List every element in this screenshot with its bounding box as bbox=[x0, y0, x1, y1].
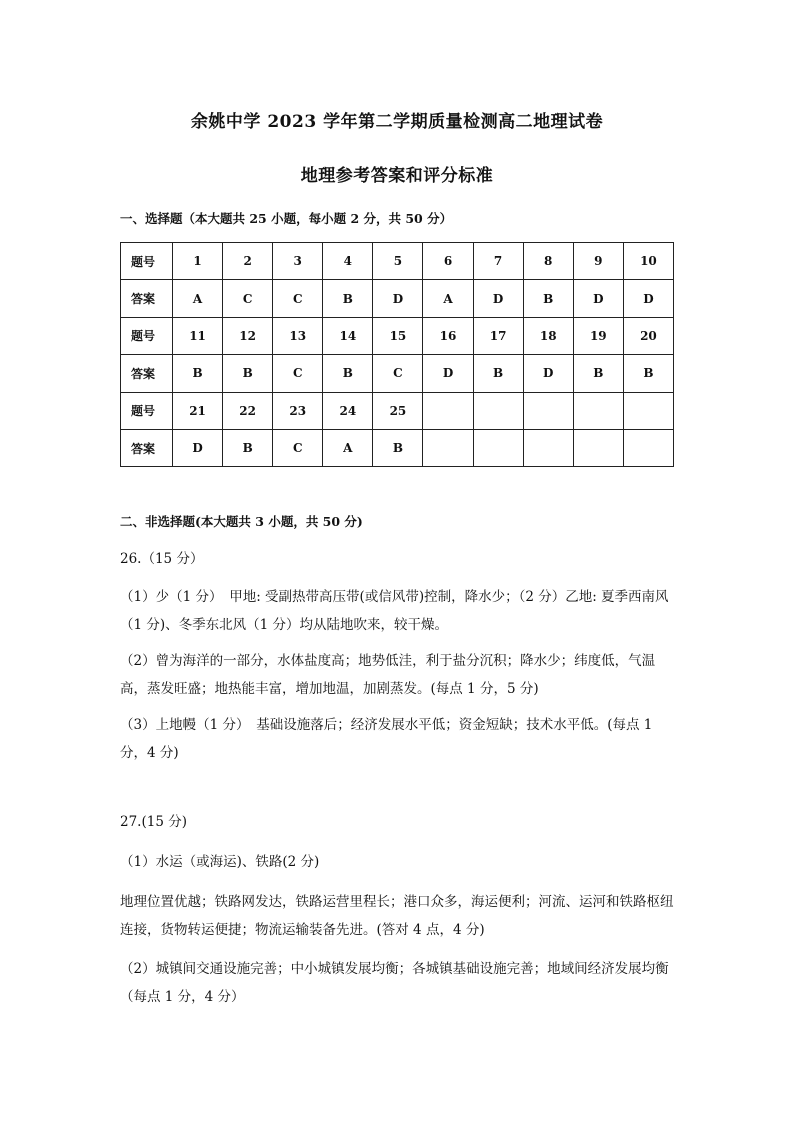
table-cell-number bbox=[423, 392, 473, 429]
table-cell-number: 11 bbox=[173, 317, 223, 354]
exam-subtitle: 地理参考答案和评分标准 bbox=[300, 166, 494, 186]
table-cell-number: 19 bbox=[573, 317, 623, 354]
table-row bbox=[121, 280, 674, 317]
table-row bbox=[121, 392, 674, 429]
q27-answer-1: （1）水运（或海运)、铁路(2 分) bbox=[120, 854, 320, 870]
table-cell-number: 17 bbox=[473, 317, 523, 354]
table-cell-answer: B bbox=[223, 355, 273, 392]
table-row bbox=[121, 429, 674, 466]
section1-title: 一、选择题（本大题共 25 小题，每小题 2 分，共 50 分） bbox=[120, 211, 453, 226]
table-cell-number bbox=[473, 392, 523, 429]
table-cell-number: 22 bbox=[223, 392, 273, 429]
row-label-number: 题号 bbox=[121, 317, 173, 354]
table-cell-number: 4 bbox=[323, 243, 373, 280]
table-cell-answer: C bbox=[223, 280, 273, 317]
table-cell-number: 24 bbox=[323, 392, 373, 429]
table-cell-answer: B bbox=[323, 355, 373, 392]
table-cell-number: 21 bbox=[173, 392, 223, 429]
table-cell-number: 7 bbox=[473, 243, 523, 280]
q26-answer-1: （1）少（1 分） 甲地: 受副热带高压带(或信风带)控制，降水少；（2 分）乙地: 夏季西南风（1 分)、冬季东北风（1 分）均从陆地吹来，较干燥。 bbox=[120, 589, 669, 633]
table-cell-answer: D bbox=[423, 355, 473, 392]
q27-answer-1-detail: 地理位置优越；铁路网发达，铁路运营里程长；港口众多，海运便利；河流、运河和铁路枢纽连接，货物转运便捷；物流运输装备先进。(答对 4 点，4 分) bbox=[120, 894, 674, 938]
table-cell-number: 5 bbox=[373, 243, 423, 280]
table-cell-answer: B bbox=[173, 355, 223, 392]
table-cell-answer: C bbox=[273, 280, 323, 317]
table-cell-number: 23 bbox=[273, 392, 323, 429]
table-cell-answer: C bbox=[273, 355, 323, 392]
table-cell-answer bbox=[573, 429, 623, 466]
table-cell-answer bbox=[623, 429, 673, 466]
table-cell-number: 15 bbox=[373, 317, 423, 354]
table-cell-number: 20 bbox=[623, 317, 673, 354]
table-cell-answer bbox=[473, 429, 523, 466]
table-cell-answer: B bbox=[373, 429, 423, 466]
table-cell-number bbox=[523, 392, 573, 429]
table-row bbox=[121, 243, 674, 280]
table-cell-number: 6 bbox=[423, 243, 473, 280]
table-cell-answer: C bbox=[273, 429, 323, 466]
table-cell-answer: D bbox=[523, 355, 573, 392]
table-cell-answer: B bbox=[623, 355, 673, 392]
table-cell-number: 1 bbox=[173, 243, 223, 280]
table-cell-answer: C bbox=[373, 355, 423, 392]
table-row bbox=[121, 317, 674, 354]
table-cell-number: 13 bbox=[273, 317, 323, 354]
q26-answer-2: （2）曾为海洋的一部分，水体盐度高；地势低洼，利于盐分沉积；降水少；纬度低，气温高，蒸发旺盛；地热能丰富，增加地温，加剧蒸发。(每点 1 分，5 分) bbox=[120, 653, 656, 697]
table-cell-answer: B bbox=[573, 355, 623, 392]
table-cell-number: 3 bbox=[273, 243, 323, 280]
table-cell-answer: A bbox=[423, 280, 473, 317]
table-cell-answer: D bbox=[373, 280, 423, 317]
table-cell-answer: A bbox=[323, 429, 373, 466]
table-cell-number: 10 bbox=[623, 243, 673, 280]
table-cell-answer: D bbox=[473, 280, 523, 317]
row-label-answer: 答案 bbox=[121, 280, 173, 317]
table-cell-answer: D bbox=[623, 280, 673, 317]
table-cell-answer bbox=[423, 429, 473, 466]
table-cell-number: 25 bbox=[373, 392, 423, 429]
table-cell-answer bbox=[523, 429, 573, 466]
row-label-answer: 答案 bbox=[121, 429, 173, 466]
table-cell-number: 16 bbox=[423, 317, 473, 354]
table-cell-answer: B bbox=[473, 355, 523, 392]
answer-table bbox=[120, 242, 674, 467]
q27-heading: 27.(15 分) bbox=[120, 814, 187, 830]
table-cell-number: 2 bbox=[223, 243, 273, 280]
table-cell-number: 9 bbox=[573, 243, 623, 280]
table-cell-answer: D bbox=[173, 429, 223, 466]
answer-table-body bbox=[121, 243, 674, 467]
q26-heading: 26.（15 分） bbox=[120, 551, 204, 567]
q27-answer-2: （2）城镇间交通设施完善；中小城镇发展均衡；各城镇基础设施完善；地域间经济发展均衡（每点 1 分，4 分） bbox=[120, 961, 669, 1005]
row-label-answer: 答案 bbox=[121, 355, 173, 392]
table-row bbox=[121, 355, 674, 392]
table-cell-number: 8 bbox=[523, 243, 573, 280]
q26-answer-3: （3）上地幔（1 分） 基础设施落后；经济发展水平低；资金短缺；技术水平低。(每点 1 分，4 分) bbox=[120, 717, 653, 761]
table-cell-answer: A bbox=[173, 280, 223, 317]
table-cell-answer: D bbox=[573, 280, 623, 317]
table-cell-answer: B bbox=[523, 280, 573, 317]
row-label-number: 题号 bbox=[121, 392, 173, 429]
table-cell-number bbox=[573, 392, 623, 429]
section2-title: 二、非选择题(本大题共 3 小题，共 50 分) bbox=[120, 514, 363, 529]
table-cell-answer: B bbox=[323, 280, 373, 317]
row-label-number: 题号 bbox=[121, 243, 173, 280]
table-cell-number bbox=[623, 392, 673, 429]
table-cell-number: 12 bbox=[223, 317, 273, 354]
exam-title: 余姚中学 2023 学年第二学期质量检测高二地理试卷 bbox=[190, 112, 604, 132]
table-cell-number: 18 bbox=[523, 317, 573, 354]
table-cell-answer: B bbox=[223, 429, 273, 466]
table-cell-number: 14 bbox=[323, 317, 373, 354]
